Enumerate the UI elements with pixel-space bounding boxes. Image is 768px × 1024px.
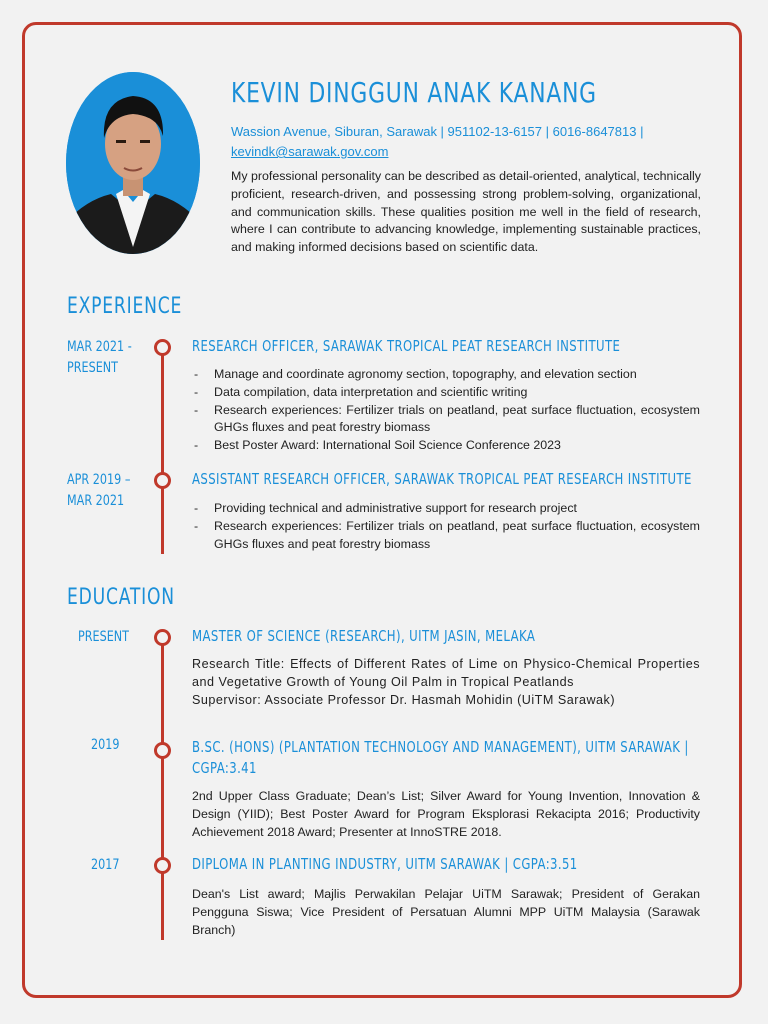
education-heading: EDUCATION: [67, 585, 175, 610]
list-item: - Providing technical and administrative support for research project: [192, 500, 700, 518]
education-timeline-line: [161, 636, 164, 940]
timeline-dot: [154, 857, 171, 874]
education-details: [192, 656, 700, 709]
education-details: 2nd Upper Class Graduate; Dean’s List; Silver Award for Young Invention, Innovation & Design (YIID); Best Poster Award for Program Eksplorasi Rekacipta 2016; Productivity Achievement 2018 Award; Presenter at InnoSTRE 2018.: [192, 789, 700, 839]
education-degree: B.SC. (HONS) (PLANTATION TECHNOLOGY AND MANAGEMENT), UITM SARAWAK | CGPA:3.41: [192, 738, 689, 777]
experience-timeline-line: [161, 346, 164, 554]
email-link[interactable]: kevindk@sarawak.gov.com: [231, 144, 389, 159]
supervisor: Supervisor: Associate Professor Dr. Hasmah Mohidin (UiTM Sarawak): [192, 692, 616, 707]
education-date: PRESENT: [78, 629, 130, 645]
profile-summary: My professional personality can be described as detail-oriented, analytical, technically proficient, research-driven, and possessing strong problem-solving, organizational, and communication skills. These qualities position me well in the field of research, where I can contribute to advancing knowledge, implementing sustainable practices, and making informed decisions based on scientific data.: [231, 169, 701, 255]
contact-info: [231, 122, 701, 162]
experience-date: APR 2019 – MAR 2021: [67, 472, 131, 509]
timeline-dot: [154, 339, 171, 356]
research-title: Research Title: Effects of Different Rates of Lime on Physico-Chemical Properties and Vegetative Growth of Young Oil Palm in Tropical Peatlands: [192, 657, 700, 689]
timeline-dot: [154, 472, 171, 489]
profile-photo: [66, 72, 200, 254]
experience-heading: EXPERIENCE: [67, 294, 183, 319]
experience-date: MAR 2021 - PRESENT: [67, 339, 132, 376]
candidate-name: KEVIN DINGGUN ANAK KANANG: [231, 76, 597, 109]
education-date: 2017: [91, 857, 120, 873]
experience-bullets: [192, 366, 700, 455]
experience-bullets: [192, 500, 700, 553]
list-item: - Manage and coordinate agronomy section, topography, and elevation section: [192, 366, 700, 384]
education-degree: MASTER OF SCIENCE (RESEARCH), UITM JASIN, MELAKA: [192, 627, 536, 645]
contact-line: Wassion Avenue, Siburan, Sarawak | 951102-13-6157 | 6016-8647813 |: [231, 124, 644, 139]
timeline-dot: [154, 629, 171, 646]
timeline-dot: [154, 742, 171, 759]
list-item: - Research experiences: Fertilizer trials on peatland, peat surface fluctuation, ecosystem GHGs fluxes and peat forestry biomass: [192, 518, 700, 554]
education-degree: DIPLOMA IN PLANTING INDUSTRY, UITM SARAWAK | CGPA:3.51: [192, 855, 578, 873]
experience-role: RESEARCH OFFICER, SARAWAK TROPICAL PEAT RESEARCH INSTITUTE: [192, 337, 621, 355]
list-item: - Data compilation, data interpretation and scientific writing: [192, 384, 700, 402]
education-details: Dean's List award; Majlis Perwakilan Pelajar UiTM Sarawak; President of Gerakan Pengguna Siswa; Vice President of Persatuan Alumni MPP UiTM Malaysia (Sarawak Branch): [192, 887, 700, 937]
list-item: - Research experiences: Fertilizer trials on peatland, peat surface fluctuation, ecosystem GHGs fluxes and peat forestry biomass: [192, 402, 700, 438]
list-item: - Best Poster Award: International Soil Science Conference 2023: [192, 437, 700, 455]
experience-role: ASSISTANT RESEARCH OFFICER, SARAWAK TROPICAL PEAT RESEARCH INSTITUTE: [192, 470, 692, 488]
education-date: 2019: [91, 737, 120, 753]
